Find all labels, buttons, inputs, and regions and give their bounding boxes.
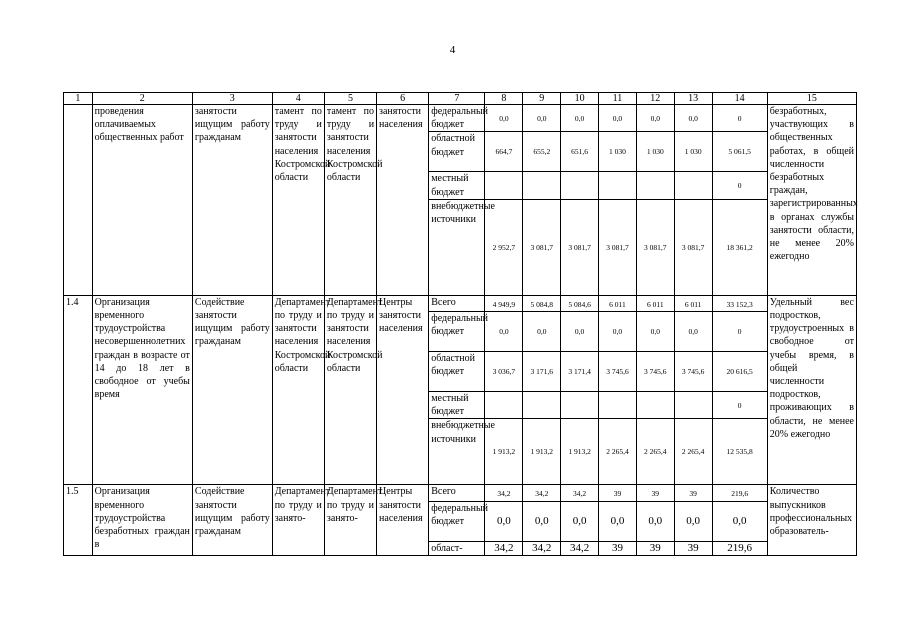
funding-value [599, 392, 637, 419]
col-num: 3 [192, 93, 272, 105]
funding-value: 0,0 [523, 105, 561, 132]
funding-value: 6 011 [599, 295, 637, 311]
column-numbers-row [64, 93, 857, 105]
funding-value [561, 392, 599, 419]
item-number [64, 105, 93, 296]
funding-value: 655,2 [523, 132, 561, 172]
col-num: 2 [92, 93, 192, 105]
col-num: 6 [377, 93, 429, 105]
funding-total: 12 535,8 [712, 419, 767, 485]
item-number: 1.4 [64, 295, 93, 485]
funding-source: внебюджетные источники [429, 199, 485, 295]
item-coexecutor: Департамент по труду и занятости населения Костромской области [324, 295, 376, 485]
funding-value: 3 081,7 [636, 199, 674, 295]
funding-value: 664,7 [485, 132, 523, 172]
funding-value: 39 [599, 485, 637, 501]
funding-total: 33 152,3 [712, 295, 767, 311]
funding-value: 1 913,2 [523, 419, 561, 485]
funding-source: внебюджетные источники [429, 419, 485, 485]
funding-value: 3 171,4 [561, 352, 599, 392]
funding-value: 0,0 [674, 312, 712, 352]
item-executor: тамент по труду и занятости населения Костромской области [272, 105, 324, 296]
funding-value: 34,2 [523, 541, 561, 555]
funding-value: 1 030 [674, 132, 712, 172]
funding-value [674, 172, 712, 199]
item-coexecutor: тамент по труду и занятости населения Костромской области [324, 105, 376, 296]
funding-value: 6 011 [674, 295, 712, 311]
funding-value: 1 030 [636, 132, 674, 172]
table-row [64, 105, 857, 132]
funding-value [674, 392, 712, 419]
item-participants: занятости населения [377, 105, 429, 296]
funding-source: федеральный бюджет [429, 105, 485, 132]
funding-total: 0 [712, 312, 767, 352]
funding-value: 39 [674, 541, 712, 555]
funding-value: 2 265,4 [636, 419, 674, 485]
col-num: 4 [272, 93, 324, 105]
funding-source: федеральный бюджет [429, 312, 485, 352]
item-name: проведения оплачиваемых общественных работ [92, 105, 192, 296]
item-name: Организация временного трудоустройства безработных граждан в [92, 485, 192, 555]
funding-value [561, 172, 599, 199]
funding-value: 39 [599, 541, 637, 555]
funding-value: 6 011 [636, 295, 674, 311]
item-participants: Центры занятости населения [377, 295, 429, 485]
funding-value: 5 084,6 [561, 295, 599, 311]
item-executor: Департамент по труду и занято- [272, 485, 324, 555]
funding-value: 3 745,6 [636, 352, 674, 392]
funding-source: областной бюджет [429, 132, 485, 172]
funding-value: 0,0 [485, 312, 523, 352]
funding-value: 0,0 [636, 105, 674, 132]
funding-value: 2 265,4 [599, 419, 637, 485]
funding-value [636, 392, 674, 419]
col-num: 10 [561, 93, 599, 105]
funding-value [485, 172, 523, 199]
item-number: 1.5 [64, 485, 93, 555]
funding-value: 5 084,8 [523, 295, 561, 311]
item-indicator: Количество выпускников профессиональных образователь- [767, 485, 856, 555]
table-row [64, 295, 857, 311]
funding-value: 3 081,7 [599, 199, 637, 295]
item-content: Содействие занятости ищущим работу гражданам [192, 485, 272, 555]
funding-value: 34,2 [485, 541, 523, 555]
item-executor: Департамент по труду и занятости населения Костромской области [272, 295, 324, 485]
col-num: 7 [429, 93, 485, 105]
funding-value: 34,2 [485, 485, 523, 501]
funding-source: областной бюджет [429, 352, 485, 392]
col-num: 12 [636, 93, 674, 105]
col-num: 11 [599, 93, 637, 105]
funding-value: 34,2 [561, 485, 599, 501]
funding-value: 0,0 [523, 501, 561, 541]
funding-source: Всего [429, 295, 485, 311]
funding-total: 0,0 [712, 501, 767, 541]
funding-value [485, 392, 523, 419]
col-num: 1 [64, 93, 93, 105]
col-num: 9 [523, 93, 561, 105]
funding-value: 651,6 [561, 132, 599, 172]
table-row [64, 485, 857, 501]
item-coexecutor: Департамент по труду и занято- [324, 485, 376, 555]
funding-value: 0,0 [599, 312, 637, 352]
funding-value: 34,2 [561, 541, 599, 555]
funding-total: 219,6 [712, 541, 767, 555]
item-content: занятости ищущим работу гражданам [192, 105, 272, 296]
col-num: 8 [485, 93, 523, 105]
funding-value: 3 745,6 [599, 352, 637, 392]
funding-value: 3 081,7 [561, 199, 599, 295]
col-num: 5 [324, 93, 376, 105]
funding-value: 0,0 [485, 105, 523, 132]
funding-total: 20 616,5 [712, 352, 767, 392]
funding-value: 0,0 [674, 501, 712, 541]
funding-value [523, 392, 561, 419]
item-indicator: Удельный вес подростков, трудоустроенных в свободное от учебы время, в общей численности подростков, проживающих в области, не менее 20% ежегодно [767, 295, 856, 485]
funding-total: 5 061,5 [712, 132, 767, 172]
item-name: Организация временного трудоустройства несовершеннолетних граждан в возрасте от 14 до 18 лет в свободное от учебы время [92, 295, 192, 485]
col-num: 14 [712, 93, 767, 105]
funding-total: 18 361,2 [712, 199, 767, 295]
funding-value: 0,0 [636, 312, 674, 352]
funding-value: 1 913,2 [485, 419, 523, 485]
funding-value: 0,0 [674, 105, 712, 132]
col-num: 13 [674, 93, 712, 105]
funding-value [636, 172, 674, 199]
funding-value: 0,0 [523, 312, 561, 352]
item-content: Содействие занятости ищущим работу гражданам [192, 295, 272, 485]
funding-value: 0,0 [561, 312, 599, 352]
funding-source: местный бюджет [429, 172, 485, 199]
funding-value: 3 081,7 [523, 199, 561, 295]
item-participants: Центры занятости населения [377, 485, 429, 555]
funding-source: област- [429, 541, 485, 555]
item-indicator: безработных, участвующих в общественных работах, в общей численности безработных граждан, зарегистрированных в органах службы занятости области, не менее 20% ежегодно [767, 105, 856, 296]
funding-value: 39 [636, 541, 674, 555]
col-num: 15 [767, 93, 856, 105]
funding-value [523, 172, 561, 199]
funding-value: 1 913,2 [561, 419, 599, 485]
funding-total: 0 [712, 172, 767, 199]
program-table [63, 92, 857, 556]
funding-source: местный бюджет [429, 392, 485, 419]
funding-value: 3 081,7 [674, 199, 712, 295]
funding-total: 0 [712, 105, 767, 132]
funding-value: 0,0 [561, 105, 599, 132]
funding-value: 3 171,6 [523, 352, 561, 392]
funding-value: 0,0 [485, 501, 523, 541]
funding-value [599, 172, 637, 199]
funding-total: 219,6 [712, 485, 767, 501]
funding-value: 0,0 [599, 501, 637, 541]
funding-value: 0,0 [636, 501, 674, 541]
funding-value: 34,2 [523, 485, 561, 501]
funding-value: 0,0 [561, 501, 599, 541]
page-number: 4 [449, 44, 456, 56]
funding-value: 39 [636, 485, 674, 501]
funding-value: 1 030 [599, 132, 637, 172]
funding-value: 3 745,6 [674, 352, 712, 392]
funding-value: 2 265,4 [674, 419, 712, 485]
funding-value: 39 [674, 485, 712, 501]
funding-source: Всего [429, 485, 485, 501]
funding-total: 0 [712, 392, 767, 419]
funding-value: 4 949,9 [485, 295, 523, 311]
funding-source: федеральный бюджет [429, 501, 485, 541]
funding-value: 3 036,7 [485, 352, 523, 392]
funding-value: 2 952,7 [485, 199, 523, 295]
funding-value: 0,0 [599, 105, 637, 132]
